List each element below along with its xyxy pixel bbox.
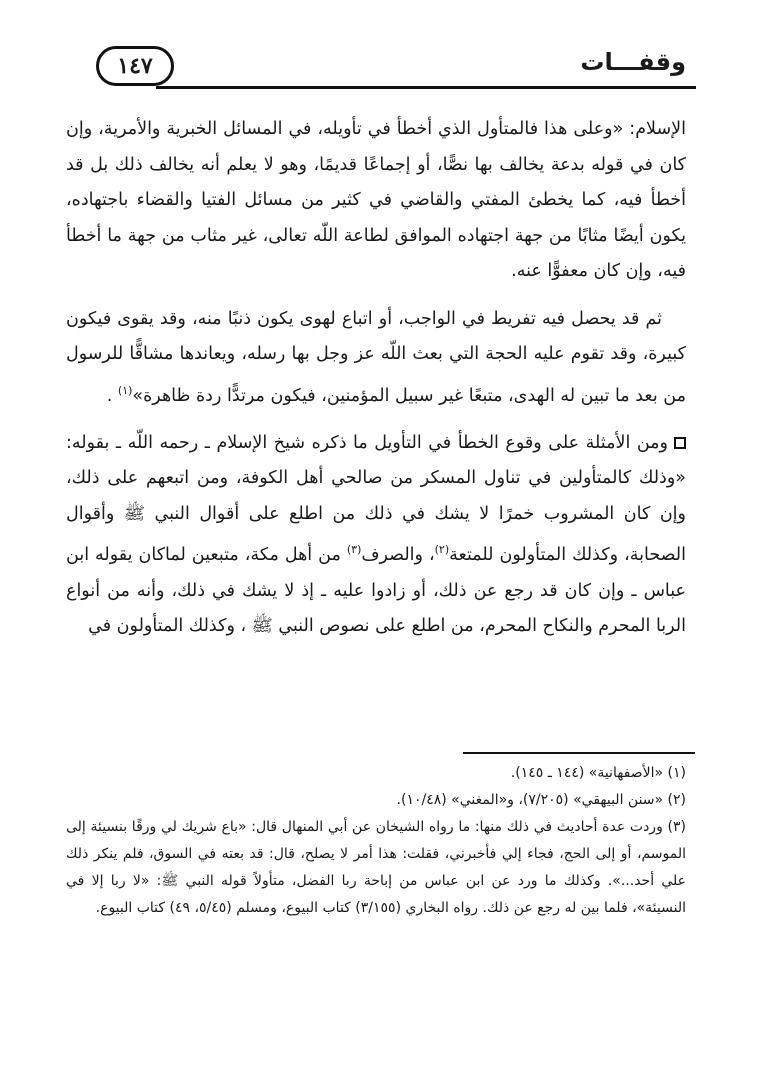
footnote-2: (٢) «سنن البيهقي» (٧/٢٠٥)، و«المغني» (١٠/٤٨). [396, 792, 686, 808]
header-divider [156, 86, 696, 89]
paragraph-2 [66, 302, 686, 414]
footnote-1: (١) «الأصفهانية» (١٤٤ ـ ١٤٥). [510, 765, 686, 781]
footnote-ref-2: (٢) [434, 543, 450, 557]
paragraph-3-part-a: ومن الأمثلة على وقوع الخطأ في التأويل ما ذكره شيخ الإسلام ـ رحمه اللّه ـ بقوله: «وذلك كالمتأولين في تناول المسكر من صالحي أهل الكوفة، ومن اتبعهم على ذلك، وإن كان المشروب خمرًا لا يشك في ذلك من اطلع على أقوال النبي ﷺ وأقوال الصحابة، وكذلك المتأولون للمتعة [66, 432, 686, 566]
paragraph-3-part-c: من أهل مكة، متبعين لماكان يقوله ابن عباس ـ وإن كان قد رجع عن ذلك، أو زادوا عليه ـ إذ لا يشك في ذلك، وأنه من أنواع الربا المحرم والنكاح المحرم، من اطلع على نصوص النبي ﷺ ، وكذلك المتأولون في [66, 545, 686, 637]
page-header [96, 42, 696, 94]
footnote-ref-3: (٣) [346, 543, 362, 557]
page-number: ١٤٧ [96, 46, 174, 86]
main-text [66, 112, 686, 645]
paragraph-3 [66, 426, 686, 645]
running-title: وقفـــات [580, 48, 686, 76]
square-bullet-icon [674, 437, 686, 449]
paragraph-3-part-b: ، والصرف [361, 545, 435, 566]
footnotes [66, 760, 686, 922]
footnote-divider [463, 752, 695, 754]
paragraph-1: الإسلام: «وعلى هذا فالمتأول الذي أخطأ في تأويله، في المسائل الخبرية والأمرية، وإن كان في قوله بدعة يخالف بها نصًّا، أو إجماعًا قديمًا، وهو لا يعلم أنه يخالف ذلك بل قد أخطأ فيه، كما يخطئ المفتي والقاضي في كثير من مسائل الفتيا والقضاء باجتهاده، يكون أيضًا مثابًا من جهة اجتهاده الموافق لطاعة اللّه تعالى، غير مثاب من جهة ما أخطأ فيه، وإن كان معفوًّا عنه. [66, 119, 686, 281]
paragraph-2-text: ثم قد يحصل فيه تفريط في الواجب، أو اتباع لهوى يكون ذنبًا منه، وقد يقوى فيكون كبيرة، وقد تقوم عليه الحجة التي بعث اللّه عز وجل بها رسله، ويعاندها مشاقًّا للرسول من بعد ما تبين له الهدى، متبعًا غير سبيل المؤمنين، فيكون مرتدًّا ردة ظاهرة» [66, 308, 686, 406]
footnote-ref-1: (١) [117, 383, 133, 397]
footnote-3: (٣) وردت عدة أحاديث في ذلك منها: ما رواه الشيخان عن أبي المنهال قال: «باع شريك لي ورقًا بنسيئة إلى الموسم، أو إلى الحج، فجاء إلي فأخبرني، فقلت: هذا أمر لا يصلح، قال: قد بعته في السوق، فلم ينكر ذلك علي أحد...». وكذلك ما ورد عن ابن عباس من إباحة ربا الفضل، متأولاً قوله النبي ﷺ: «لا ربا إلا في النسيئة»، فلما بين له رجع عن ذلك. رواه البخاري (٣/١٥٥) كتاب البيوع، ومسلم (٥/٤٥، ٤٩) كتاب البيوع. [66, 819, 686, 916]
paragraph-2-end: . [106, 385, 118, 406]
